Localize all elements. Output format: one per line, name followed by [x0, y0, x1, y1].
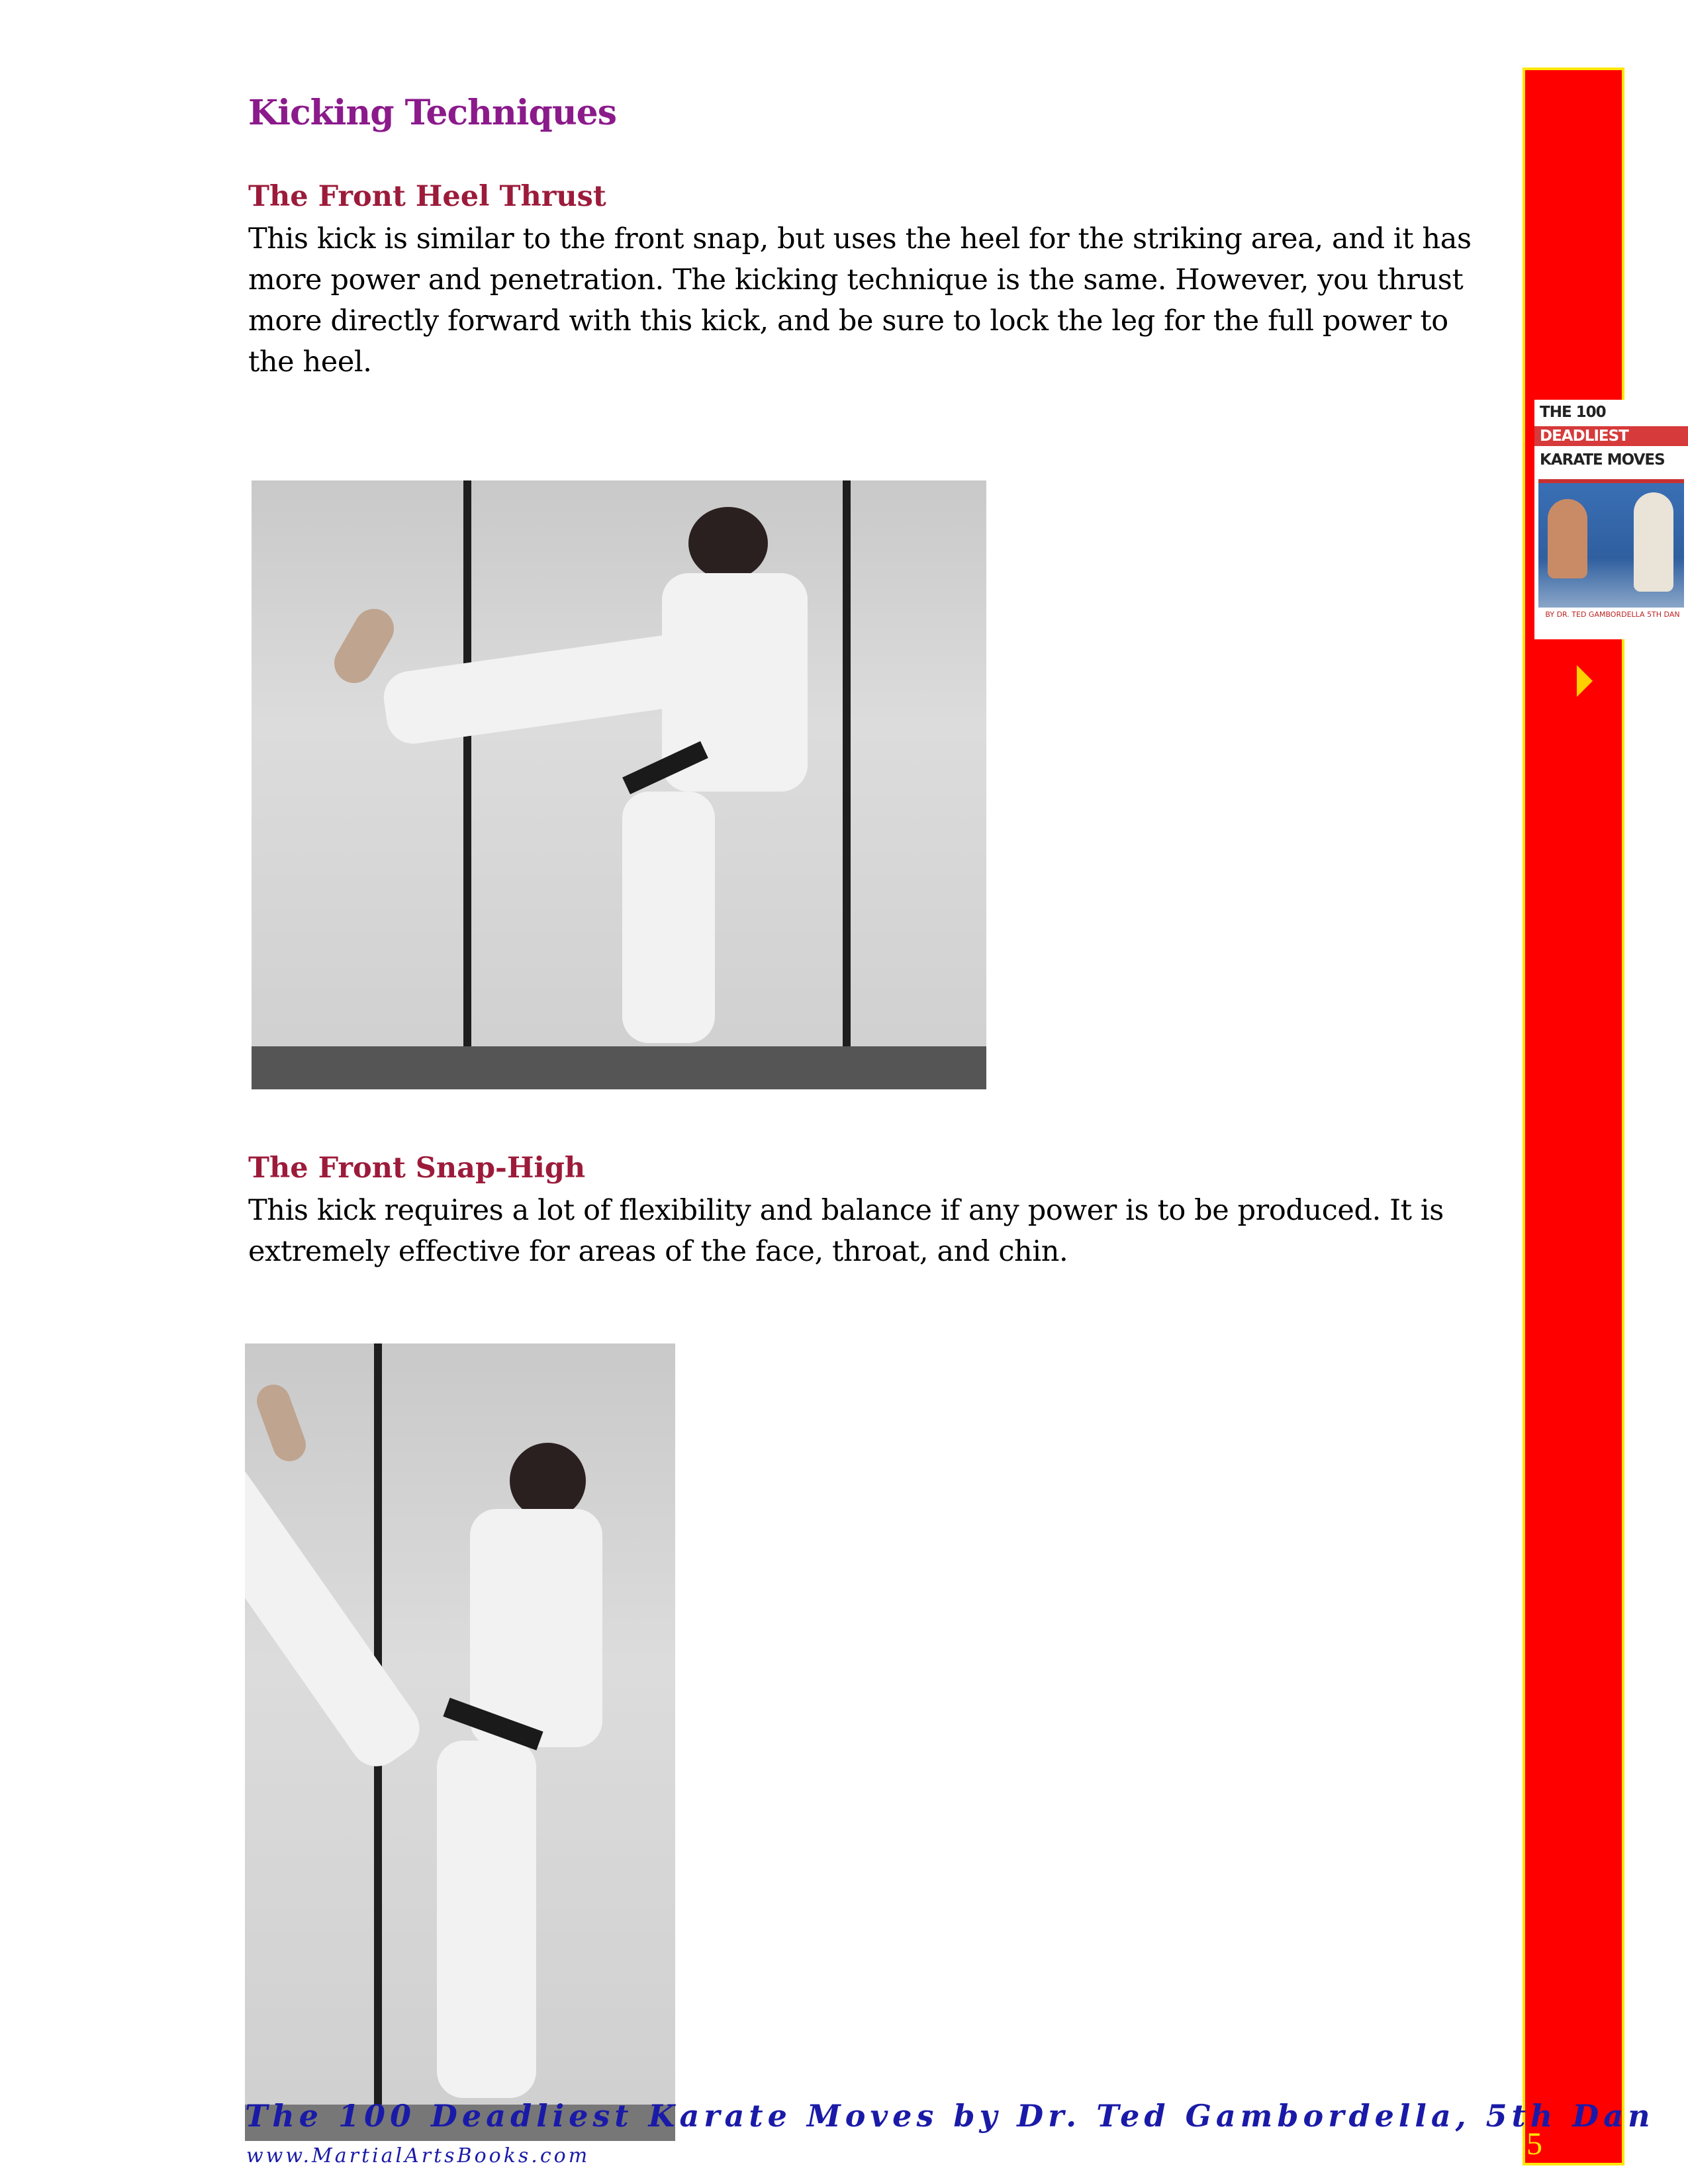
- footer-book-title: The 100 Deadliest Karate Moves by Dr. Ted Gambordella, 5th Dan: [245, 2098, 1655, 2134]
- figure-kicking-leg: [245, 1453, 430, 1776]
- wall-pole: [463, 480, 471, 1050]
- cover-title-line2: DEADLIEST: [1540, 428, 1628, 445]
- figure-foot: [327, 602, 401, 690]
- footer-url[interactable]: www.MartialArtsBooks.com: [246, 2144, 590, 2167]
- body-front-heel-thrust: This kick is similar to the front snap, but uses the heel for the striking area, and it has more power and penetration. The kicking technique is the same. However, you thrust more directly forward with this kick, and be sure to lock the leg for the full power to the heel.: [248, 222, 1472, 379]
- next-page-arrow-icon[interactable]: [1577, 665, 1593, 697]
- body-front-snap-high: This kick requires a lot of flexibility and balance if any power is to be produced. It is extremely effective for areas of the face, throat, and chin.: [248, 1194, 1444, 1268]
- photo-front-heel-thrust: [252, 480, 986, 1089]
- book-cover-thumbnail[interactable]: [1534, 400, 1688, 639]
- figure-head: [688, 507, 768, 580]
- photo-front-snap-high: [245, 1343, 675, 2141]
- cover-title-line3: KARATE MOVES: [1540, 451, 1665, 469]
- subtitle-front-heel-thrust: The Front Heel Thrust: [248, 180, 606, 213]
- floor: [252, 1046, 986, 1089]
- figure-standing-leg: [622, 792, 715, 1043]
- figure-head: [510, 1443, 586, 1519]
- sidebar: [1523, 68, 1624, 2165]
- subtitle-front-snap-high: The Front Snap-High: [248, 1152, 586, 1185]
- figure-torso: [470, 1509, 602, 1747]
- page-number: 5: [1526, 2126, 1542, 2161]
- figure-foot: [252, 1380, 310, 1466]
- section-title: Kicking Techniques: [248, 93, 617, 133]
- figure-standing-leg: [437, 1741, 536, 2098]
- figure-kicking-leg: [381, 631, 706, 747]
- cover-author: BY DR. TED GAMBORDELLA 5TH DAN: [1545, 610, 1680, 619]
- cover-title-line1: THE 100: [1540, 404, 1606, 421]
- cover-figure: [1548, 499, 1587, 578]
- cover-figure: [1634, 492, 1673, 592]
- wall-pole: [843, 480, 851, 1050]
